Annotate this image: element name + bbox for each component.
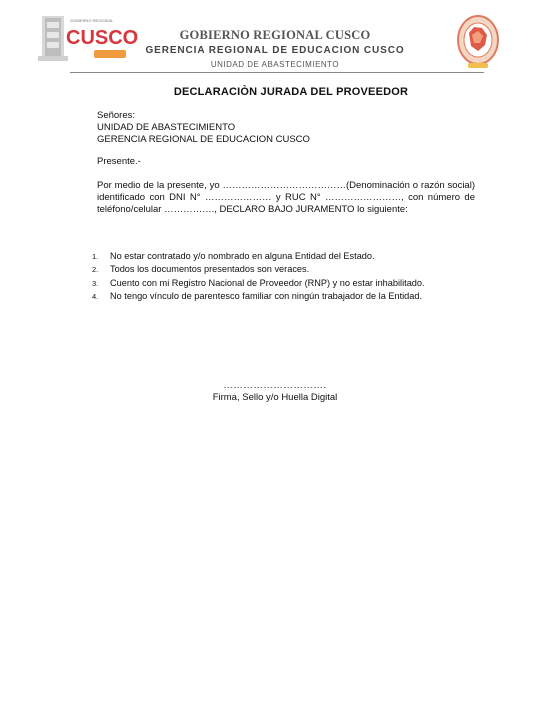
header-unit: UNIDAD DE ABASTECIMIENTO	[210, 60, 340, 69]
address-line: UNIDAD DE ABASTECIMIENTO	[97, 122, 236, 133]
list-item-number: 4.	[92, 291, 99, 301]
list-item-number: 2.	[92, 265, 99, 275]
svg-text:GOBIERNO REGIONAL: GOBIERNO REGIONAL	[70, 18, 114, 23]
header-title: GOBIERNO REGIONAL CUSCO	[179, 28, 371, 42]
greeting: Presente.-	[97, 156, 141, 167]
list-item	[88, 277, 425, 290]
header-subtitle: GERENCIA REGIONAL DE EDUCACION CUSCO	[145, 45, 405, 56]
list-item	[88, 250, 425, 263]
address-line: Señores:	[97, 110, 136, 121]
list-item-text: Cuento con mi Registro Nacional de Proveedor (RNP) y no estar inhabilitado.	[110, 277, 425, 288]
header-divider	[70, 72, 484, 73]
list-item-text: No tengo vínculo de parentesco familiar con ningún trabajador de la Entidad.	[110, 290, 423, 301]
address-line: GERENCIA REGIONAL DE EDUCACION CUSCO	[97, 134, 310, 145]
regional-seal-logo	[456, 13, 500, 71]
address-block	[97, 110, 310, 146]
gobierno-regional-cusco-logo	[36, 12, 139, 64]
list-item-text: Todos los documentos presentados son veraces.	[110, 264, 310, 275]
signature-label: Firma, Sello y/o Huella Digital	[212, 392, 338, 403]
signature-line: ………………………….	[223, 380, 327, 391]
list-item	[88, 290, 425, 303]
list-item-number: 3.	[92, 278, 99, 288]
svg-text:CUSCO: CUSCO	[66, 27, 139, 49]
list-item-text: No estar contratado y/o nombrado en alguna Entidad del Estado.	[110, 251, 375, 261]
list-item-number: 1.	[92, 252, 99, 261]
document-title: DECLARACIÒN JURADA DEL PROVEEDOR	[173, 86, 409, 98]
list-item	[88, 263, 425, 276]
declaration-list	[88, 250, 425, 303]
declaration-paragraph: Por medio de la presente, yo …………………………………(Denominación o razón social) identificado con DNI N° ………………… y RUC N° ……………………, con número de teléfono/celular ……………., DECLARO BAJO JURAMENTO lo siguiente:	[97, 180, 475, 215]
